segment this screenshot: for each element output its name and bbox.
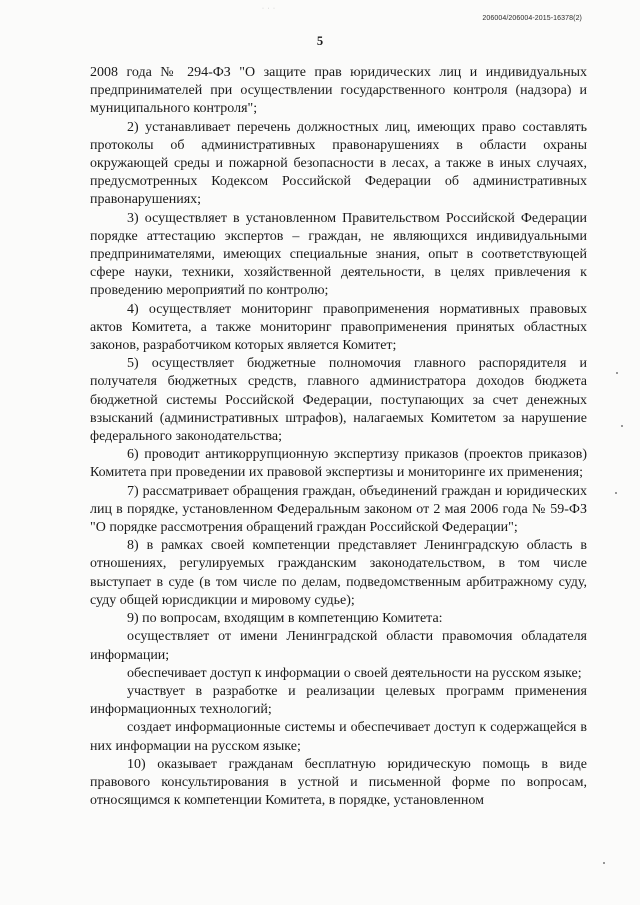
scan-artifact: · · · [262, 6, 276, 12]
page-number: 5 [316, 34, 324, 48]
paragraph-item-2: 2) устанавливает перечень должностных лиц, имеющих право составлять протоколы об административных правонарушениях в области охраны окружающей среды и пожарной безопасности в лесах, а также в иных случаях, предусмотренных Кодексом Российской Федерации об административных правонарушениях; [90, 119, 587, 208]
scan-speck [621, 425, 623, 427]
paragraph-item-8: 8) в рамках своей компетенции представляет Ленинградскую область в отношениях, регулируемых гражданским законодательством, в том числе выступает в суде (в том числе по делам, подведомственным арбитражному суду, суду общей юрисдикции и мировому судье); [90, 538, 587, 608]
paragraph-continuation: 2008 года № 294-ФЗ "О защите прав юридических лиц и индивидуальных предпринимателей при осуществлении государственного контроля (надзора) и муниципального контроля"; [90, 65, 587, 117]
scan-speck [603, 862, 605, 864]
paragraph-item-4: 4) осуществляет мониторинг правоприменения нормативных правовых актов Комитета, а также мониторинг правоприменения принятых областных законов, разработчиком которых является Комитет; [90, 301, 587, 354]
paragraph-item-10: 10) оказывает гражданам бесплатную юридическую помощь в виде правового консультирования в устной и письменной форме по вопросам, относящимся к компетенции Комитета, в порядке, установленном [90, 756, 587, 809]
paragraph-item-9: 9) по вопросам, входящим в компетенцию Комитета: [127, 611, 443, 627]
paragraph-subitem-access: обеспечивает доступ к информации о своей деятельности на русском языке; [127, 665, 582, 681]
paragraph-item-5: 5) осуществляет бюджетные полномочия главного распорядителя и получателя бюджетных средств, главного администратора доходов бюджета бюджетной системы Российской Федерации, поступающих за счет денежных взысканий (административных штрафов), налагаемых Комитетом за нарушение федерального законодательства; [90, 356, 587, 445]
paragraph-subitem-systems: создает информационные системы и обеспечивает доступ к содержащейся в них информации на русском языке; [90, 720, 587, 754]
scan-speck [615, 492, 617, 494]
paragraph-subitem-programs: участвует в разработке и реализации целевых программ применения информационных технологий; [90, 683, 587, 718]
paragraph-item-7: 7) рассматривает обращения граждан, объединений граждан и юридических лиц в порядке, установленном Федеральным законом от 2 мая 2006 года № 59-ФЗ "О порядке рассмотрения обращений граждан Российской Федерации"; [90, 483, 587, 536]
document-body [90, 64, 587, 810]
scan-speck [616, 372, 618, 374]
paragraph-subitem-rights: осуществляет от имени Ленинградской области правомочия обладателя информации; [90, 629, 587, 663]
paragraph-item-3: 3) осуществляет в установленном Правительством Российской Федерации порядке аттестацию экспертов – граждан, не являющихся индивидуальными предпринимателями, имеющих специальные знания, опыт в соответствующей сфере науки, техники, хозяйственной деятельности, в целях привлечения к проведению мероприятий по контролю; [90, 210, 587, 299]
paragraph-item-6: 6) проводит антикоррупционную экспертизу приказов (проектов приказов) Комитета при проведении их правовой экспертизы и мониторинге их применения; [90, 447, 587, 481]
document-id: 206004/206004-2015-16378(2) [482, 15, 582, 22]
